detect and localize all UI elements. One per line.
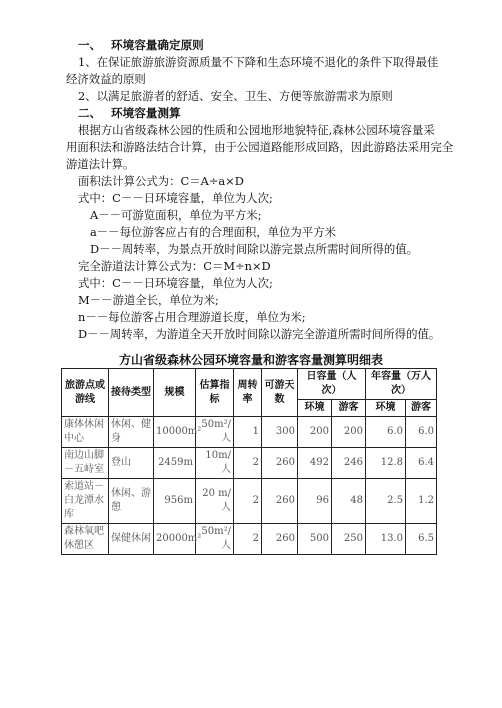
header-spot: 旅游点或游线: [62, 369, 109, 417]
cell-scale: 10000m²: [154, 417, 196, 448]
principle-1-line-1: 1、在保证旅游旅游资源质量不下降和生态环境不退化的条件下取得最佳: [78, 55, 439, 69]
road-def-c: 式中：C－－日环境容量，单位为人次;: [78, 276, 273, 290]
table-row: [62, 417, 437, 448]
cell-type: 保健休闲: [109, 524, 154, 555]
header-type: 接待类型: [109, 369, 154, 417]
cell-index: 50m²/人: [196, 524, 234, 555]
table-row: [62, 524, 437, 555]
cell-yearly-visitor: 6.4: [406, 448, 437, 479]
section-2-heading: 二、 环境容量测算: [78, 106, 181, 120]
cell-spot: 索道站－白龙潭水库: [62, 479, 109, 524]
section-1-heading: 一、 环境容量确定原则: [78, 38, 204, 52]
road-def-m: M－－游道全长，单位为米;: [78, 293, 219, 307]
header-days: 可游天数: [262, 369, 298, 417]
cell-daily-env: 492: [298, 448, 332, 479]
cell-yearly-env: 13.0: [366, 524, 406, 555]
table-caption: 方山省级森林公园环境容量和游客容量测算明细表: [118, 353, 383, 367]
intro-line-3: 游道法计算。: [66, 157, 135, 171]
cell-type: 休闲、健身: [109, 417, 154, 448]
road-def-n: n－－每位游客占用合理游道长度，单位为米;: [78, 310, 306, 324]
cell-yearly-visitor: 6.0: [406, 417, 437, 448]
table-row: [62, 479, 437, 524]
cell-type: 登山: [109, 448, 154, 479]
cell-daily-visitor: 200: [332, 417, 366, 448]
capacity-table: [61, 368, 437, 555]
header-daily-env: 环境: [298, 400, 332, 417]
cell-days: 260: [262, 524, 298, 555]
table-row: [62, 448, 437, 479]
cell-turnover: 2: [234, 524, 262, 555]
cell-spot: 南边山脚－五峙室: [62, 448, 109, 479]
area-formula: 面积法计算公式为：C＝A÷a×D: [78, 174, 244, 188]
cell-days: 300: [262, 417, 298, 448]
header-index: 估算指标: [196, 369, 234, 417]
intro-line-1: 根据方山省级森林公园的性质和公园地形地貌特征,森林公园环境容量采: [78, 123, 435, 137]
header-yearly: 年容量（万人次）: [366, 369, 437, 400]
cell-spot: 康体休闲中心: [62, 417, 109, 448]
cell-daily-visitor: 48: [332, 479, 366, 524]
area-def-d: D－－周转率，为景点开放时间除以游完景点所需时间所得的值。: [90, 242, 419, 256]
cell-index: 50m²/人: [196, 417, 234, 448]
cell-scale: 20000m²: [154, 524, 196, 555]
cell-index: 20 m/人: [196, 479, 234, 524]
cell-spot: 森林氧吧休憩区: [62, 524, 109, 555]
area-def-c: 式中：C－－日环境容量，单位为人次;: [78, 191, 273, 205]
cell-yearly-env: 6.0: [366, 417, 406, 448]
cell-turnover: 2: [234, 479, 262, 524]
cell-yearly-visitor: 1.2: [406, 479, 437, 524]
cell-turnover: 2: [234, 448, 262, 479]
cell-daily-visitor: 250: [332, 524, 366, 555]
header-yearly-visitor: 游客: [406, 400, 437, 417]
cell-yearly-env: 2.5: [366, 479, 406, 524]
area-def-a-small: a－－每位游客应占有的合理面积，单位为平方米: [90, 225, 336, 239]
cell-daily-env: 200: [298, 417, 332, 448]
cell-index: 10m/人: [196, 448, 234, 479]
road-def-d: D－－周转率，为游道全天开放时间除以游完全游道所需时间所得的值。: [78, 327, 441, 341]
cell-scale: 2459m: [154, 448, 196, 479]
cell-yearly-visitor: 6.5: [406, 524, 437, 555]
header-daily-visitor: 游客: [332, 400, 366, 417]
cell-type: 休闲、游憩: [109, 479, 154, 524]
header-daily: 日容量（人次）: [298, 369, 366, 400]
cell-daily-env: 500: [298, 524, 332, 555]
principle-1-line-2: 经济效益的原则: [66, 72, 146, 86]
cell-daily-visitor: 246: [332, 448, 366, 479]
cell-scale: 956m: [154, 479, 196, 524]
header-scale: 规模: [154, 369, 196, 417]
intro-line-2: 用面积法和游路法结合计算，由于公园道路能形成回路，因此游路法采用完全: [66, 140, 454, 154]
cell-daily-env: 96: [298, 479, 332, 524]
cell-turnover: 1: [234, 417, 262, 448]
cell-days: 260: [262, 479, 298, 524]
principle-2: 2、以满足旅游者的舒适、安全、卫生、方便等旅游需求为原则: [78, 89, 393, 103]
cell-days: 260: [262, 448, 298, 479]
cell-yearly-env: 12.8: [366, 448, 406, 479]
header-turnover: 周转率: [234, 369, 262, 417]
road-formula: 完全游道法计算公式为：C＝M÷n×D: [78, 259, 271, 273]
header-yearly-env: 环境: [366, 400, 406, 417]
area-def-a: A－－可游览面积，单位为平方米;: [90, 208, 262, 222]
